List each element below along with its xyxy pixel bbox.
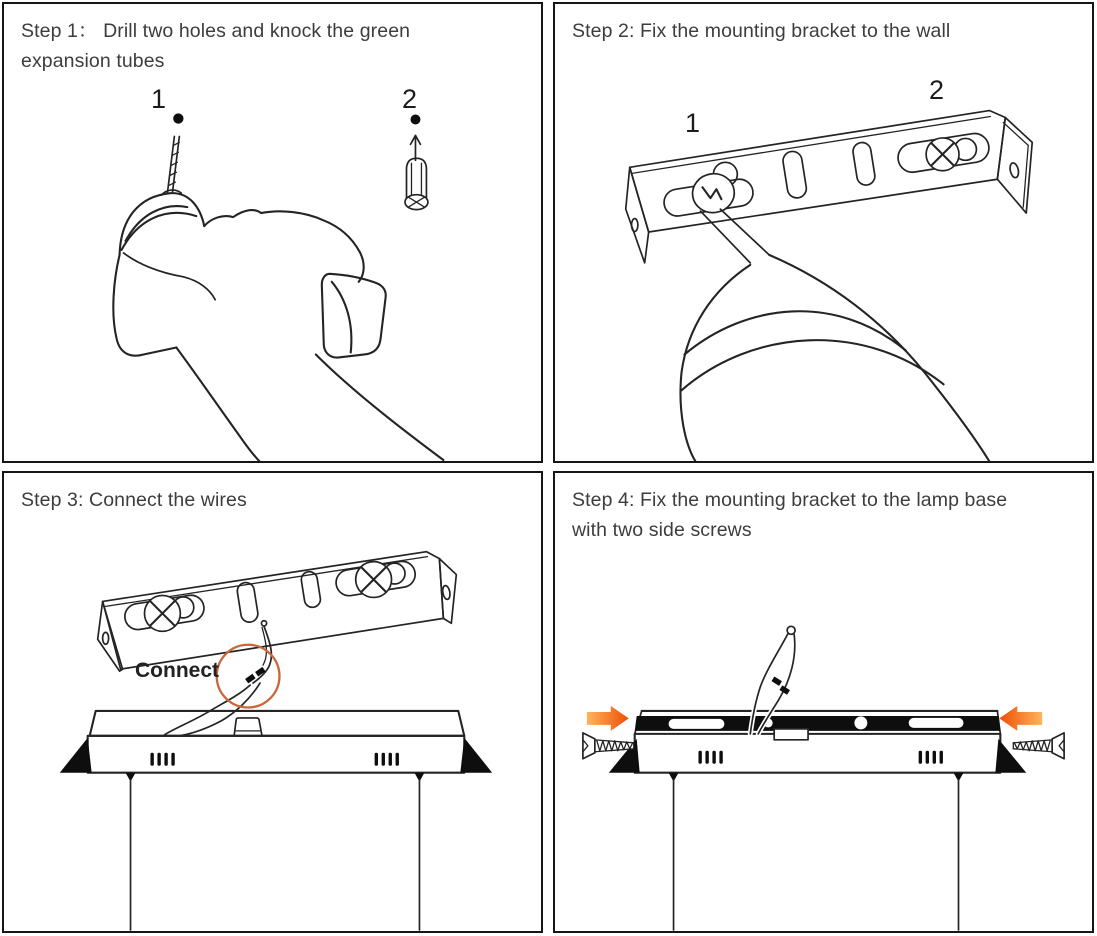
panel-step-2 — [553, 2, 1094, 463]
bracket-pos-1-label: 1 — [685, 108, 701, 138]
vent-slots-right — [375, 753, 399, 766]
panel-step-4 — [553, 471, 1094, 933]
step-4-title: Step 4: Fix the mounting bracket to the lamp base with two side screws — [572, 489, 1008, 541]
suspension-cords — [669, 773, 964, 930]
panel-step-1 — [2, 2, 543, 463]
step-3-title: Step 3: Connect the wires — [21, 489, 247, 511]
push-arrow-left-icon — [587, 706, 629, 731]
point-1-label: 1 — [151, 84, 167, 114]
lamp-base — [60, 711, 492, 930]
expansion-tube-icon — [405, 158, 428, 209]
push-arrow-right-icon — [999, 706, 1042, 731]
panel-step-3 — [2, 471, 543, 933]
bracket-pos-2-label: 2 — [929, 75, 945, 105]
vent-slots-left — [150, 753, 174, 766]
hole-point-1 — [173, 113, 183, 123]
hole-point-2 — [410, 115, 420, 125]
step-1-title: Step 1： Drill two holes and knock the green expansion tubes — [21, 20, 411, 72]
hand-drill-illustration — [113, 136, 443, 461]
suspension-cords — [126, 773, 425, 930]
step-2-title: Step 2: Fix the mounting bracket to the wall — [572, 20, 951, 42]
lamp-base — [609, 711, 1026, 930]
connect-label: Connect — [135, 659, 219, 682]
point-2-label: 2 — [402, 84, 418, 114]
connect-wires-illustration — [4, 473, 541, 931]
mounting-bracket-wall-illustration — [555, 4, 1092, 461]
base-wire — [164, 683, 260, 736]
side-screw-right-icon — [1013, 733, 1064, 759]
mounting-bracket — [98, 552, 457, 671]
screwdriver-illustration — [680, 209, 990, 461]
arrow-up-icon — [410, 135, 420, 160]
